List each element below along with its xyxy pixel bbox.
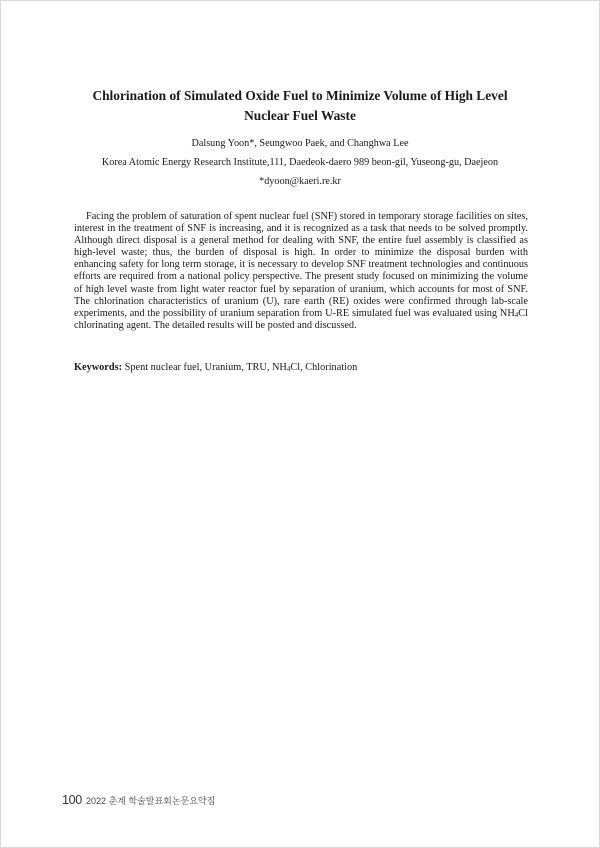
keywords-text-part1: Spent nuclear fuel, Uranium, TRU, NH xyxy=(122,362,287,373)
author-list: Dalsung Yoon*, Seungwoo Paek, and Changhwa Lee xyxy=(191,138,409,149)
abstract-paragraph xyxy=(74,211,528,332)
affiliation: Korea Atomic Energy Research Institute,111, Daedeok-daero 989 beon-gil, Yuseong-gu, Daejeon xyxy=(101,157,499,168)
keywords-label: Keywords: xyxy=(74,362,123,373)
keywords-line xyxy=(74,361,528,375)
keywords-formula-subscript: 4 xyxy=(286,365,291,373)
keywords-text-part2: Cl, Chlorination xyxy=(290,362,358,373)
page-number: 100 xyxy=(62,793,82,807)
paper-title-line1: Chlorination of Simulated Oxide Fuel to Minimize Volume of High Level xyxy=(92,88,508,103)
abstract-text-part1: Facing the problem of saturation of spent nuclear fuel (SNF) stored in temporary storage facilities on sites, interest in the treatment of SNF is increasing, and it is recognized as a task that needs to be solved promptly. Although direct disposal is a general method for dealing with SNF, the entire fuel assembly is classified as high-level waste; thus, the burden of disposal is high. In order to minimize the disposal burden with enhancing safety for long term storage, it is necessary to develop SNF treatment technologies and continuous efforts are required from a national policy perspective. The present study focused on minimizing the volume of high level waste from light water reactor fuel by separation of uranium, which accounts for most of SNF. The chlorination characteristics of uranium (U), rare earth (RE) oxides were confirmed through lab-scale experiments, and the possibility of uranium separation from U-RE simulated fuel was evaluated using NH xyxy=(74,211,528,319)
page-footer xyxy=(62,791,215,809)
abstract-formula-subscript: 4 xyxy=(514,310,519,319)
journal-title: 2022 춘계 학술발표회논문요약집 xyxy=(85,796,216,806)
paper-title xyxy=(60,86,540,126)
abstract-text-part2: Cl chlorinating agent. The detailed results will be posted and discussed. xyxy=(74,307,528,331)
paper-title-line2: Nuclear Fuel Waste xyxy=(244,108,356,123)
corresponding-email: *dyoon@kaeri.re.kr xyxy=(259,176,341,187)
